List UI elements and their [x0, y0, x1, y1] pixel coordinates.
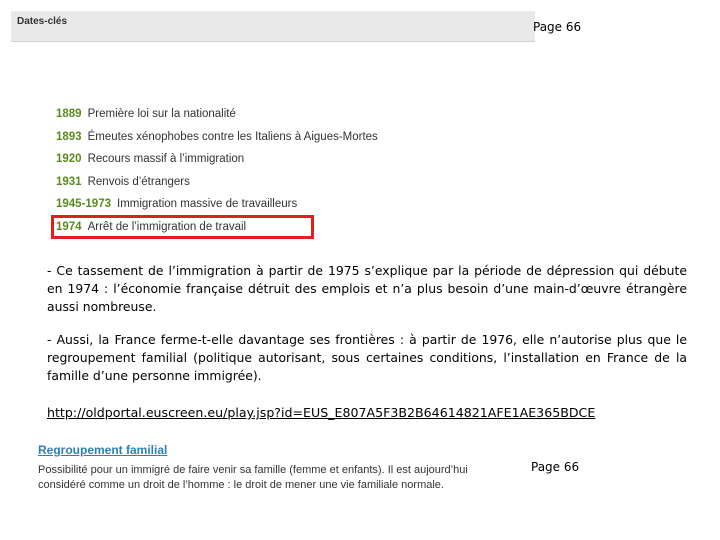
timeline-item — [56, 129, 436, 152]
timeline-event: Immigration massive de travailleurs — [117, 198, 298, 211]
timeline-event: Arrêt de l’immigration de travail — [87, 220, 247, 233]
timeline-year: 1920 — [56, 153, 82, 166]
timeline-event: Renvois d’étrangers — [87, 175, 190, 188]
page-reference-top: Page 66 — [533, 20, 582, 34]
paragraph-recession: - Ce tassement de l’immigration à partir de 1975 s’explique par la période de dépression qui débute en 1974 : l’économie française détruit des emplois et n’a plus besoin d’une main-d’œuvre étrangère aussi nombreuse. — [47, 263, 687, 314]
timeline-year: 1974 — [56, 220, 82, 233]
timeline-event: Émeutes xénophobes contre les Italiens à Aigues-Mortes — [87, 130, 378, 143]
dates-cles-banner — [11, 11, 535, 42]
timeline-event: Recours massif à l’immigration — [87, 153, 245, 166]
timeline-year: 1889 — [56, 108, 82, 120]
euscreen-video-link[interactable]: http://oldportal.euscreen.eu/play.jsp?id=EUS_E807A5F3B2B64614821AFE1AE365BDCE — [47, 405, 596, 420]
timeline-item — [56, 106, 436, 129]
timeline-item — [56, 151, 436, 174]
highlight-box-1974 — [51, 215, 314, 239]
timeline-event: Première loi sur la nationalité — [87, 108, 236, 120]
paragraph-family-reunification: - Aussi, la France ferme-t-elle davantage ses frontières : à partir de 1976, elle n’autorise plus que le regroupement familial (politique autorisant, sous certaines conditions, l’installation en France de la famille d’une personne immigrée). — [47, 332, 687, 383]
timeline-item — [56, 174, 436, 197]
page-reference-bottom: Page 66 — [531, 460, 580, 474]
timeline-year: 1893 — [56, 130, 82, 143]
timeline-year: 1945-1973 — [56, 198, 111, 211]
timeline-year: 1931 — [56, 175, 82, 188]
banner-title: Dates-clés — [17, 16, 68, 27]
definition-title: Regroupement familial — [38, 443, 168, 457]
definition-text: Possibilité pour un immigré de faire venir sa famille (femme et enfants). Il est aujourd’hui considéré comme un droit de l’homme : le droit de mener une vie familiale normale. — [38, 464, 468, 491]
